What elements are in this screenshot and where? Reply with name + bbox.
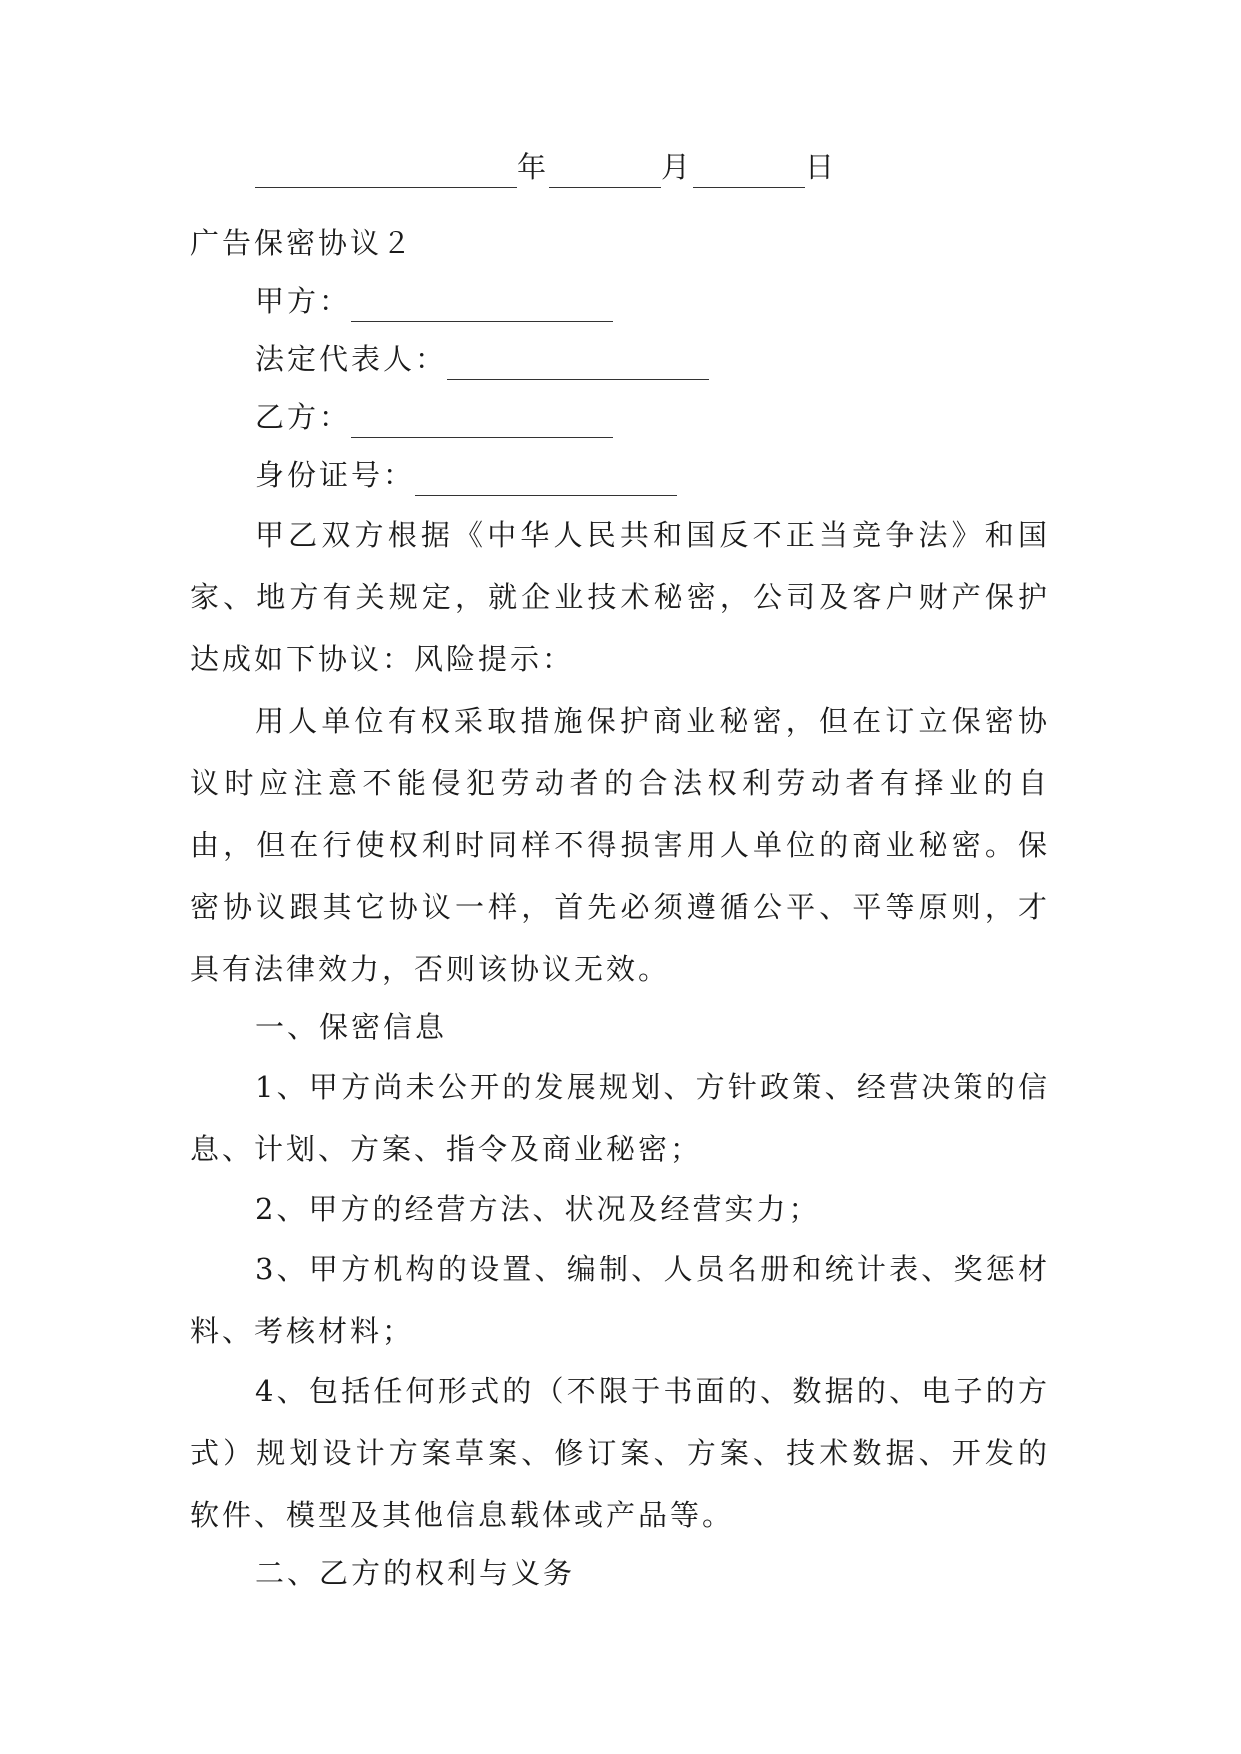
section-1-item-4: 4、包括任何形式的（不限于书面的、数据的、电子的方式）规划设计方案草案、修订案、方案、技术数据、开发的软件、模型及其他信息载体或产品等。 [190, 1374, 1050, 1532]
id-number-line [190, 444, 1115, 506]
year-label: 年 [517, 150, 550, 184]
section-1-heading: 一、保密信息 [255, 1010, 448, 1044]
section-1-item-3: 3、甲方机构的设置、编制、人员名册和统计表、奖惩材料、考核材料； [190, 1252, 1050, 1348]
party-a-blank [351, 287, 613, 322]
document-title: 广告保密协议２ [190, 226, 415, 260]
month-label: 月 [661, 150, 694, 184]
date-line [190, 136, 1115, 198]
year-blank [255, 153, 517, 188]
month-blank [549, 153, 661, 188]
party-b-line [190, 386, 1115, 448]
id-number-blank [415, 461, 677, 496]
legal-rep-label: 法定代表人： [255, 342, 448, 376]
party-b-label: 乙方： [255, 400, 352, 434]
intro-paragraph: 甲乙双方根据《中华人民共和国反不正当竞争法》和国家、地方有关规定，就企业技术秘密，公司及客户财产保护达成如下协议：风险提示： [190, 518, 1050, 676]
day-blank [693, 153, 805, 188]
section-1-item-2: 2、甲方的经营方法、状况及经营实力； [255, 1192, 821, 1226]
party-a-label: 甲方： [255, 284, 352, 318]
section-2-heading: 二、乙方的权利与义务 [255, 1556, 576, 1590]
party-a-line [190, 270, 1115, 332]
party-b-blank [351, 403, 613, 438]
id-number-label: 身份证号： [255, 458, 416, 492]
legal-rep-blank [447, 345, 709, 380]
risk-note-paragraph: 用人单位有权采取措施保护商业秘密，但在订立保密协议时应注意不能侵犯劳动者的合法权利劳动者有择业的自由，但在行使权利时同样不得损害用人单位的商业秘密。保密协议跟其它协议一样，首先必须遵循公平、平等原则，才具有法律效力，否则该协议无效。 [190, 704, 1050, 986]
day-label: 日 [805, 150, 838, 184]
section-1-item-1: 1、甲方尚未公开的发展规划、方针政策、经营决策的信息、计划、方案、指令及商业秘密； [190, 1070, 1050, 1166]
legal-rep-line [190, 328, 1115, 390]
